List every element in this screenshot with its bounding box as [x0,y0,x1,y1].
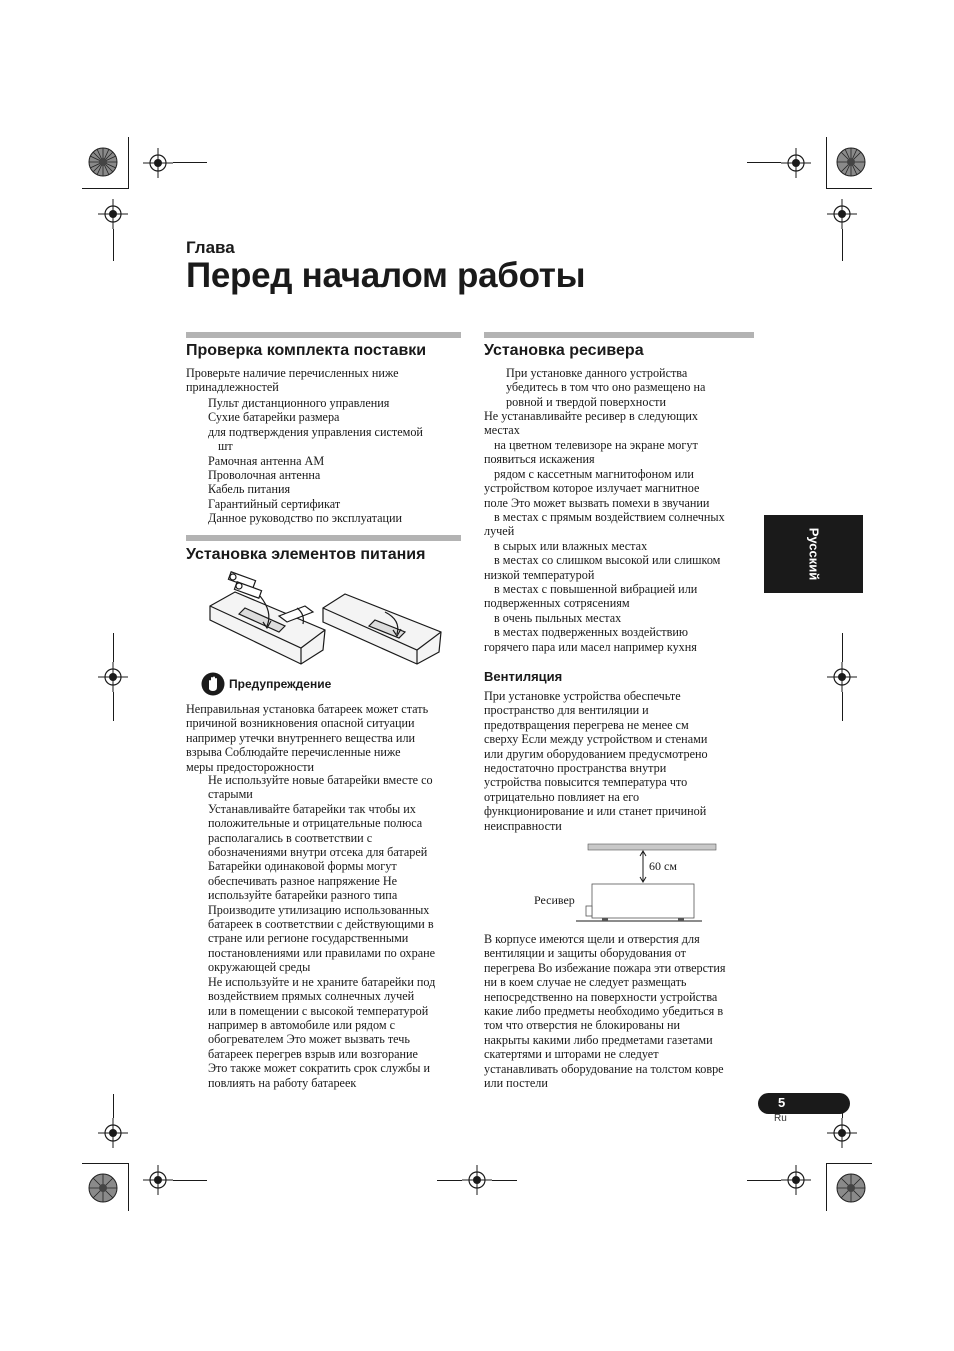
warning-hand-icon [201,672,225,696]
install-note [484,366,705,409]
text-line: причиной возникновения опасной ситуации [186,716,415,731]
list-item: Пульт дистанционного управления [208,396,390,410]
text-line: располагались в соответствии с [208,830,373,845]
page-language-code: Ru [774,1113,787,1124]
text-line: При установке данного устройства [506,366,688,380]
text-line: повлиять на работу батареек [208,1075,357,1090]
text-line: в местах с прямым воздействием солнечных [494,510,725,525]
text-line: Проверьте наличие перечисленных ниже [186,366,399,380]
text-line: перегрева Во избежание пожара эти отверстия [484,960,726,975]
text-line: батареек в соответствии с действующими в [208,917,434,932]
text-line: убедитесь в том что оно размещено на [506,380,706,395]
text-line: функционирование и или станет причиной [484,804,707,819]
text-line: Не используйте и не храните батарейки под [208,974,436,989]
crosshair-mark-icon [98,199,128,229]
text-line: стране или регионе государственными [208,931,409,946]
text-line: отрицательно повлияет на его [484,789,640,804]
battery-install-illustration [205,568,445,666]
language-side-tab [764,515,863,593]
text-line: Устанавливайте батарейки так чтобы их [208,801,416,816]
text-line: обозначениями внутри отсека для батарей [208,845,428,860]
language-tab-label: Русский [806,527,821,581]
page-number: 5 [778,1095,786,1110]
text-line: в местах подверженных воздействию [494,625,688,640]
color-wheel-mark-icon [836,147,866,177]
text-line: устройством которое излучает магнитное [484,481,700,496]
text-line: ровной и твердой поверхности [506,394,666,409]
list-item: шт [218,439,233,454]
list-item: Рамочная антенна АМ [208,453,325,468]
crosshair-mark-icon [781,148,811,178]
color-wheel-mark-icon [88,147,118,177]
text-line: батареек перегрев взрыв или возгорание [208,1046,418,1061]
text-line: например утечки внутреннего вещества или [186,730,416,745]
text-line: окружающей среды [208,960,311,975]
crosshair-mark-icon [98,1118,128,1148]
ventilation-text [484,689,708,833]
crosshair-mark-icon [827,1118,857,1148]
section-heading-battery-install: Установка элементов питания [186,546,426,563]
text-line: В корпусе имеются щели и отверстия для [484,932,700,946]
text-line: какие либо предметы необходимо убедиться в [484,1004,724,1019]
text-line: Неправильная установка батареек может стать [186,702,429,716]
text-line: в очень пыльных местах [494,610,622,625]
text-line: недостаточно пространства внутри [484,761,667,776]
ventilation-diagram [530,842,720,924]
crosshair-mark-icon [827,199,857,229]
text-line: непосредственно на поверхности устройства [484,989,718,1004]
text-line: используйте батарейки разного типа [208,888,398,903]
text-line: вентиляции и защиты оборудования от [484,946,686,961]
text-line: низкой температурой [484,567,595,582]
receiver-label: Ресивер [534,893,575,907]
color-wheel-mark-icon [88,1173,118,1203]
text-line: местах [484,423,520,438]
text-line: неисправности [484,818,562,833]
ventilation-diagram-drawing [530,842,720,924]
text-line: положительные и отрицательные полюса [208,816,423,831]
list-item: Данное руководство по эксплуатации [208,511,403,526]
text-line: старыми [208,787,253,802]
text-line: или постели [484,1076,548,1091]
crosshair-mark-icon [98,662,128,692]
crosshair-mark-icon [462,1165,492,1195]
text-line: на цветном телевизоре на экране могут [494,438,698,452]
list-item: для подтверждения управления системой [208,424,423,439]
text-line: горячего пара или масел например кухня [484,639,697,654]
crosshair-mark-icon [781,1165,811,1195]
text-line: Не используйте новые батарейки вместе со [208,773,433,787]
text-line: скатертями и шторами не следует [484,1047,659,1062]
clearance-label: 60 см [649,859,677,873]
places-intro [484,409,698,438]
list-item: Кабель питания [208,482,291,497]
text-line: например в автомобиле или рядом с [208,1017,396,1032]
text-line: ни в коем случае не следует размещать [484,975,687,990]
text-line: том что отверстия не блокированы ни [484,1018,681,1033]
text-line: появиться искажения [484,452,595,467]
text-line: устанавливать оборудование на толстом ковре [484,1061,724,1076]
section-rule [484,332,754,338]
text-line: лучей [484,524,515,539]
list-item: Сухие батарейки размера [208,410,340,425]
text-line: постановлениями или правилами по охране [208,945,436,960]
text-line: или другим оборудованием предусмотрено [484,746,708,761]
battery-cautions-list [186,773,435,1090]
text-line: Производите утилизацию использованных [208,902,430,917]
text-line: Батарейки одинаковой формы могут [208,859,397,874]
warning-label: Предупреждение [229,677,332,691]
text-line: воздействием прямых солнечных лучей [208,989,415,1004]
text-line: обогревателем Это может вызвать течь [208,1032,410,1047]
text-line: в местах со слишком высокой или слишком [494,553,721,568]
section-heading-receiver-install: Установка ресивера [484,342,644,359]
text-line: рядом с кассетным магнитофоном или [494,466,694,481]
text-line: устройства повысится температура что [484,775,688,790]
text-line: меры предосторожности [186,759,315,774]
section-rule [186,332,461,338]
chapter-label: Глава [186,238,235,257]
text-line: подверженных сотрясениям [484,596,630,611]
text-line: в местах с повышенной вибрацией или [494,582,698,597]
crosshair-mark-icon [143,148,173,178]
text-line: в сырых или влажных местах [494,538,648,553]
text-line: принадлежностей [186,380,279,395]
page-title: Перед началом работы [186,256,586,295]
crosshair-mark-icon [143,1165,173,1195]
text-line: поле Это может вызвать помехи в звучании [484,495,710,510]
text-line: предотвращения перегрева не менее см [484,717,689,732]
package-check-intro [186,366,399,395]
color-wheel-mark-icon [836,1173,866,1203]
openings-text [484,932,726,1090]
subheading-ventilation: Вентиляция [484,669,563,684]
section-rule [186,535,461,541]
warning-intro [186,702,428,774]
places-list [484,438,725,654]
text-line: сверху Если между устройством и стенами [484,732,708,747]
text-line: обеспечивать разное напряжение Не [208,873,398,888]
text-line: Не устанавливайте ресивер в следующих [484,409,698,423]
text-line: накрыты какими либо предметами газетами [484,1032,713,1047]
text-line: или в помещении с высокой температурой [208,1003,429,1018]
text-line: пространство для вентиляции и [484,703,649,718]
text-line: Это также может сократить срок службы и [208,1061,431,1076]
text-line: При установке устройства обеспечьте [484,689,681,703]
package-items-list [186,396,423,526]
text-line: взрыва Соблюдайте перечисленные ниже [186,745,401,760]
section-heading-package-check: Проверка комплекта поставки [186,342,427,359]
page-number-badge [758,1093,850,1114]
list-item: Гарантийный сертификат [208,496,341,511]
crosshair-mark-icon [827,662,857,692]
list-item: Проволочная антенна [208,468,321,483]
